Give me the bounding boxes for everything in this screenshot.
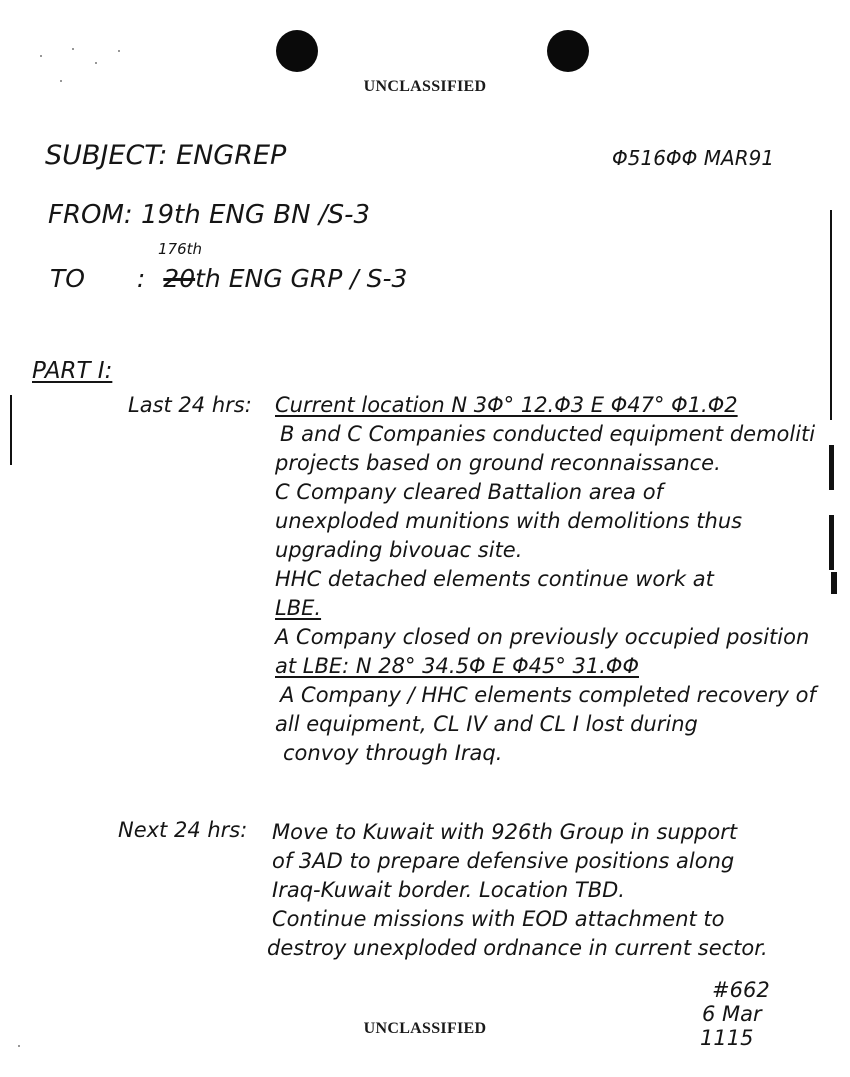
last24-line: C Company cleared Battalion area of [275,480,663,504]
annotation [700,978,770,1050]
punch-hole-right [547,30,589,72]
next24-line: Iraq-Kuwait border. Location TBD. [272,878,625,902]
last24-line: HHC detached elements continue work at [275,567,714,591]
last24-line: unexploded munitions with demolitions thus [275,509,743,533]
next24-line: Move to Kuwait with 926th Group in support [272,820,738,844]
last24-line: upgrading bivouac site. [275,538,523,562]
date-time-group: Φ516ΦΦ MAR91 [612,146,775,170]
from-value: 19th ENG BN /S-3 [140,200,371,230]
last24-line: A Company / HHC elements completed recovery of [280,683,816,707]
part-title: PART I: [32,358,113,384]
to-label: TO [50,264,85,293]
next24-line: destroy unexploded ordnance in current sector. [267,936,768,960]
subject-line [45,140,286,171]
last24-line: B and C Companies conducted equipment demoliti [280,422,816,446]
to-value: th ENG GRP / S-3 [195,264,408,293]
punch-hole-left [276,30,318,72]
to-struck-value: 20 [163,264,196,293]
subject-label: SUBJECT: [45,140,168,171]
last24-entries [275,391,816,768]
annotation-time: 1115 [700,1026,754,1050]
classification-bottom: UNCLASSIFIED [363,1020,487,1037]
last24-line: A Company closed on previously occupied position [275,625,810,649]
last24-line: convoy through Iraq. [283,741,503,765]
from-label: FROM: [48,200,133,230]
next24-line: Continue missions with EOD attachment to [272,907,725,931]
classification-top: UNCLASSIFIED [363,78,487,95]
subject-value: ENGREP [176,140,287,171]
to-correction: 176th [158,240,203,258]
last24-line: projects based on ground reconnaissance. [275,451,721,475]
last24-line: LBE. [275,596,322,620]
next24-label: Next 24 hrs: [118,818,248,842]
from-line [48,200,370,230]
last24-label: Last 24 hrs: [128,393,252,417]
last24-line: all equipment, CL IV and CL I lost during [275,712,698,736]
next24-line: of 3AD to prepare defensive positions along [272,849,735,873]
annotation-number: #662 [712,978,770,1002]
last24-line: Current location N 3Φ° 12.Φ3 E Φ47° Φ1.Φ2 [275,393,738,417]
last24-line: at LBE: N 28° 34.5Φ E Φ45° 31.ΦΦ [275,654,639,678]
to-line: TO : 20th ENG GRP / S-3 [50,264,408,293]
next24-entries [267,818,768,963]
annotation-date: 6 Mar [702,1002,762,1026]
